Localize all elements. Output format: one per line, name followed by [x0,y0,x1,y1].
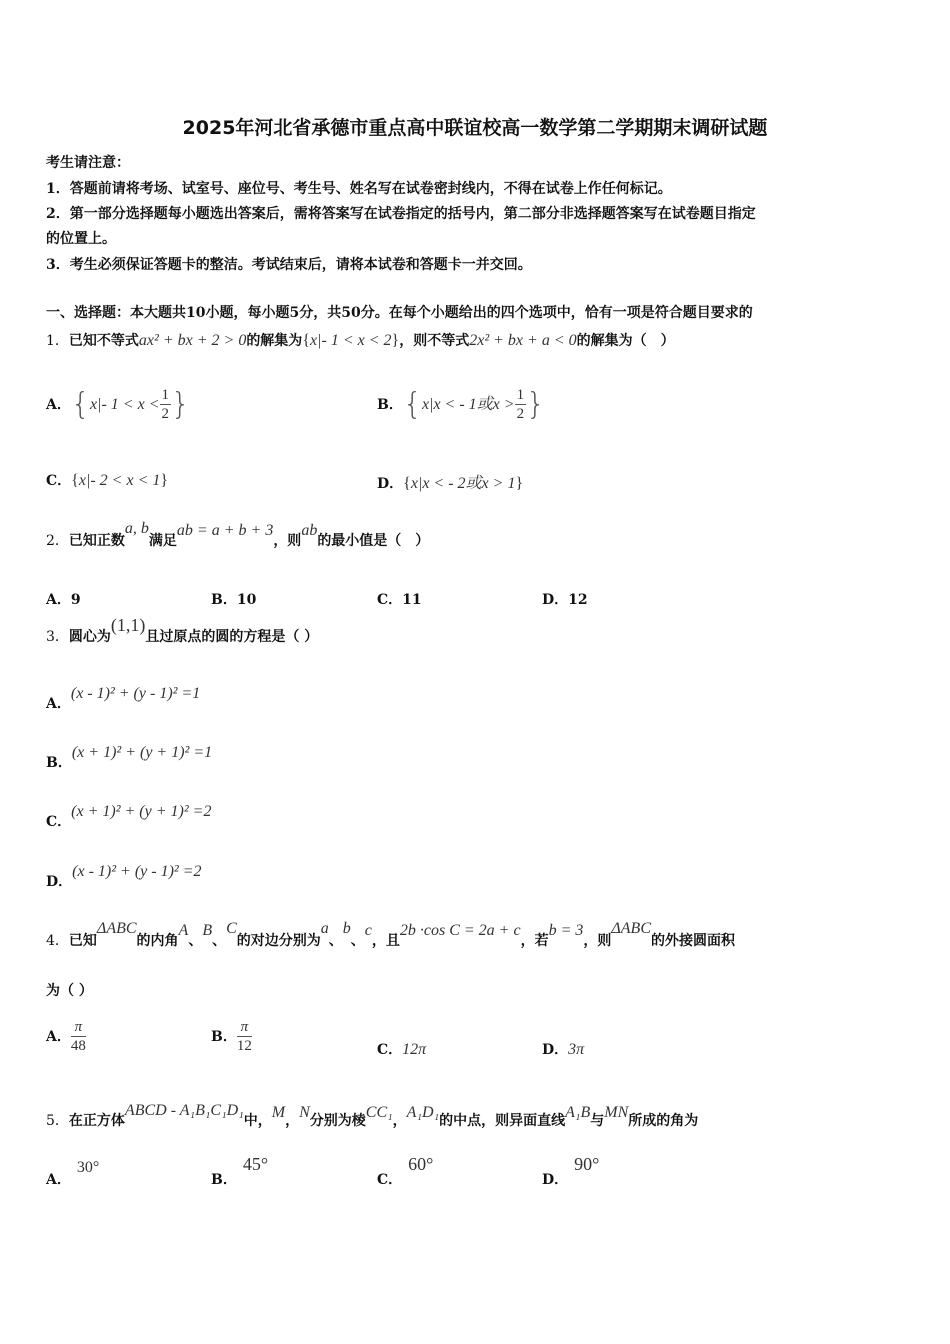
fraction: $\frac{1}{2}$ [516,387,525,422]
option-c[interactable]: C．11 [377,592,422,608]
question-3 [46,615,319,646]
option-label: C． [46,473,72,489]
math-expression: ab [301,522,318,539]
fraction: $\frac{\pi}{12}$ [236,1019,252,1054]
math-expression: x|- 1 < x < [89,396,160,413]
option-label: B． [211,1172,237,1188]
question-text: 所成的角为 [628,1113,699,1129]
fraction: $\frac{\pi}{48}$ [70,1019,86,1054]
option-c[interactable]: C．{x|- 2 < x < 1} [46,472,169,489]
option-label: B． [377,397,403,413]
math-expression: ΔABC [96,920,137,937]
math-expression: a, b [124,520,149,537]
math-expression: b = 3 [548,922,584,939]
math-expression: A₁B [565,1104,591,1121]
option-b[interactable] [211,1154,269,1188]
option-a[interactable] [46,1157,100,1188]
notice-item: 的位置上。 [46,231,116,247]
math-expression: ABCD - A₁B₁C₁D₁ [124,1102,244,1119]
option-b[interactable] [211,1018,252,1055]
question-number: 1． [46,333,69,349]
math-expression: CC₁ [365,1104,393,1121]
math-expression: (x + 1)² + (y + 1)² =1 [71,744,213,761]
question-number: 3． [46,629,69,645]
question-text: 已知不等式 [68,333,139,349]
question-text: ，若 [520,933,549,949]
notice-item: 2．第一部分选择题每小题选出答案后，需将答案写在试卷指定的括号内，第二部分非选择题答案写在试卷题目指定 [46,206,756,222]
question-text: 的解集为 [246,333,303,349]
option-b[interactable]: B．{x|x < - 1或x > $\frac{1}{2}$ } [377,387,546,422]
option-label: D． [46,874,73,890]
option-d[interactable] [542,1154,600,1188]
math-expression: M [271,1104,286,1121]
question-text: ，则 [273,533,302,549]
option-label: D． [542,1042,569,1058]
math-expression: 45° [242,1154,269,1174]
math-expression: (x + 1)² + (y + 1)² =2 [71,803,212,820]
option-label: D． [542,1172,569,1188]
question-number: 2． [46,533,69,549]
question-text: 在正方体 [68,1113,125,1129]
option-a[interactable] [46,683,201,712]
option-d[interactable] [542,1039,584,1059]
notice-heading: 考生请注意： [46,155,130,171]
option-d[interactable]: D．{x|x < - 2或x > 1} [377,475,524,492]
option-a[interactable]: A．9 [46,592,81,608]
page-title: 2025年河北省承德市重点高中联谊校高一数学第二学期期末调研试题 [182,117,768,139]
math-expression: x|x < - 2或x > 1 [410,475,516,492]
math-expression: b [342,920,351,937]
math-expression: 12π [402,1041,427,1058]
question-text: 中， [243,1113,272,1129]
question-text: 且过原点的圆的方程是（ ） [145,629,319,645]
separator: 、 [188,933,203,949]
option-a[interactable] [46,1018,86,1055]
option-label: D． [377,476,404,492]
option-label: C． [46,814,72,830]
question-text: ，则不等式 [399,333,470,349]
math-expression: N [299,1104,310,1121]
math-expression: 90° [574,1154,600,1174]
math-expression: MN [604,1104,629,1121]
question-text: ，且 [371,933,400,949]
math-set: {x|- 1 < x < 2} [302,332,400,349]
option-label: B． [46,755,72,771]
question-text: 满足 [148,533,177,549]
math-expression: A₁D₁ [406,1104,440,1121]
option-label: A． [46,1029,71,1045]
math-expression: x|x < - 1或x > [421,396,515,413]
option-label: A． [46,696,71,712]
option-d[interactable]: D．12 [542,592,588,608]
question-text: 的解集为（ ） [576,333,675,349]
option-label: A． [46,1172,71,1188]
notice-item: 1．答题前请将考场、试室号、座位号、考生号、姓名写在试卷密封线内，不得在试卷上作任何标记。 [46,181,672,197]
math-expression: x|- 2 < x < 1 [78,472,161,489]
question-text: 的外接圆面积 [650,933,735,949]
math-expression: C [226,920,237,937]
section-heading: 一、选择题：本大题共10小题，每小题5分，共50分。在每个小题给出的四个选项中，恰有一项是符合题目要求的 [46,305,753,321]
separator: 、 [350,933,365,949]
question-1 [46,330,675,350]
math-expression: (x - 1)² + (y - 1)² =2 [72,863,202,880]
option-label: B． [211,1029,237,1045]
option-label: C． [377,1172,403,1188]
math-expression: 30° [76,1159,100,1176]
question-text: 的中点，则异面直线 [439,1113,566,1129]
question-text: 已知 [68,933,97,949]
math-expression: 60° [408,1154,434,1174]
question-text: 已知正数 [68,533,125,549]
math-expression: (x - 1)² + (y - 1)² =1 [70,685,201,702]
option-b[interactable]: B．10 [211,592,257,608]
option-a[interactable]: A．{x|- 1 < x < $\frac{1}{2}$ } [46,387,191,422]
math-expression: ax² + bx + 2 > 0 [138,332,247,349]
question-text: 与 [590,1113,605,1129]
question-text: ，则 [583,933,612,949]
math-expression: a [320,920,329,937]
math-expression: A [178,922,189,939]
question-text: 为（ ） [46,983,93,999]
math-expression: ΔABC [611,920,651,937]
separator: 、 [328,933,343,949]
separator: 、 [212,933,227,949]
option-label: A． [46,397,71,413]
option-c[interactable] [46,801,212,830]
math-expression: c [364,922,372,939]
option-label: C． [377,1042,403,1058]
math-expression: 3π [568,1041,585,1058]
question-text: ， [285,1113,300,1129]
option-d[interactable] [46,861,202,890]
question-text: ， [392,1113,407,1129]
math-expression: B [202,922,213,939]
question-5 [46,1102,699,1130]
question-text: 圆心为 [68,629,111,645]
notice-item: 3．考生必须保证答题卡的整洁。考试结束后，请将本试卷和答题卡一并交回。 [46,257,532,273]
question-number: 4． [46,933,69,949]
math-expression: (1,1) [110,615,146,635]
question-4 [46,920,735,950]
option-c[interactable] [377,1154,434,1188]
option-b[interactable] [46,742,213,771]
math-expression: 2b ·cos C = 2a + c [399,922,521,939]
question-text: 的内角 [136,933,179,949]
question-text: 的最小值是（ ） [317,533,430,549]
question-number: 5． [46,1113,69,1129]
fraction: $\frac{1}{2}$ [161,387,169,422]
question-2 [46,520,430,550]
option-c[interactable] [377,1039,426,1059]
question-text: 分别为棱 [309,1113,366,1129]
math-expression: ab = a + b + 3 [176,522,274,539]
math-expression: 2x² + bx + a < 0 [469,332,577,349]
question-text: 的对边分别为 [236,933,321,949]
